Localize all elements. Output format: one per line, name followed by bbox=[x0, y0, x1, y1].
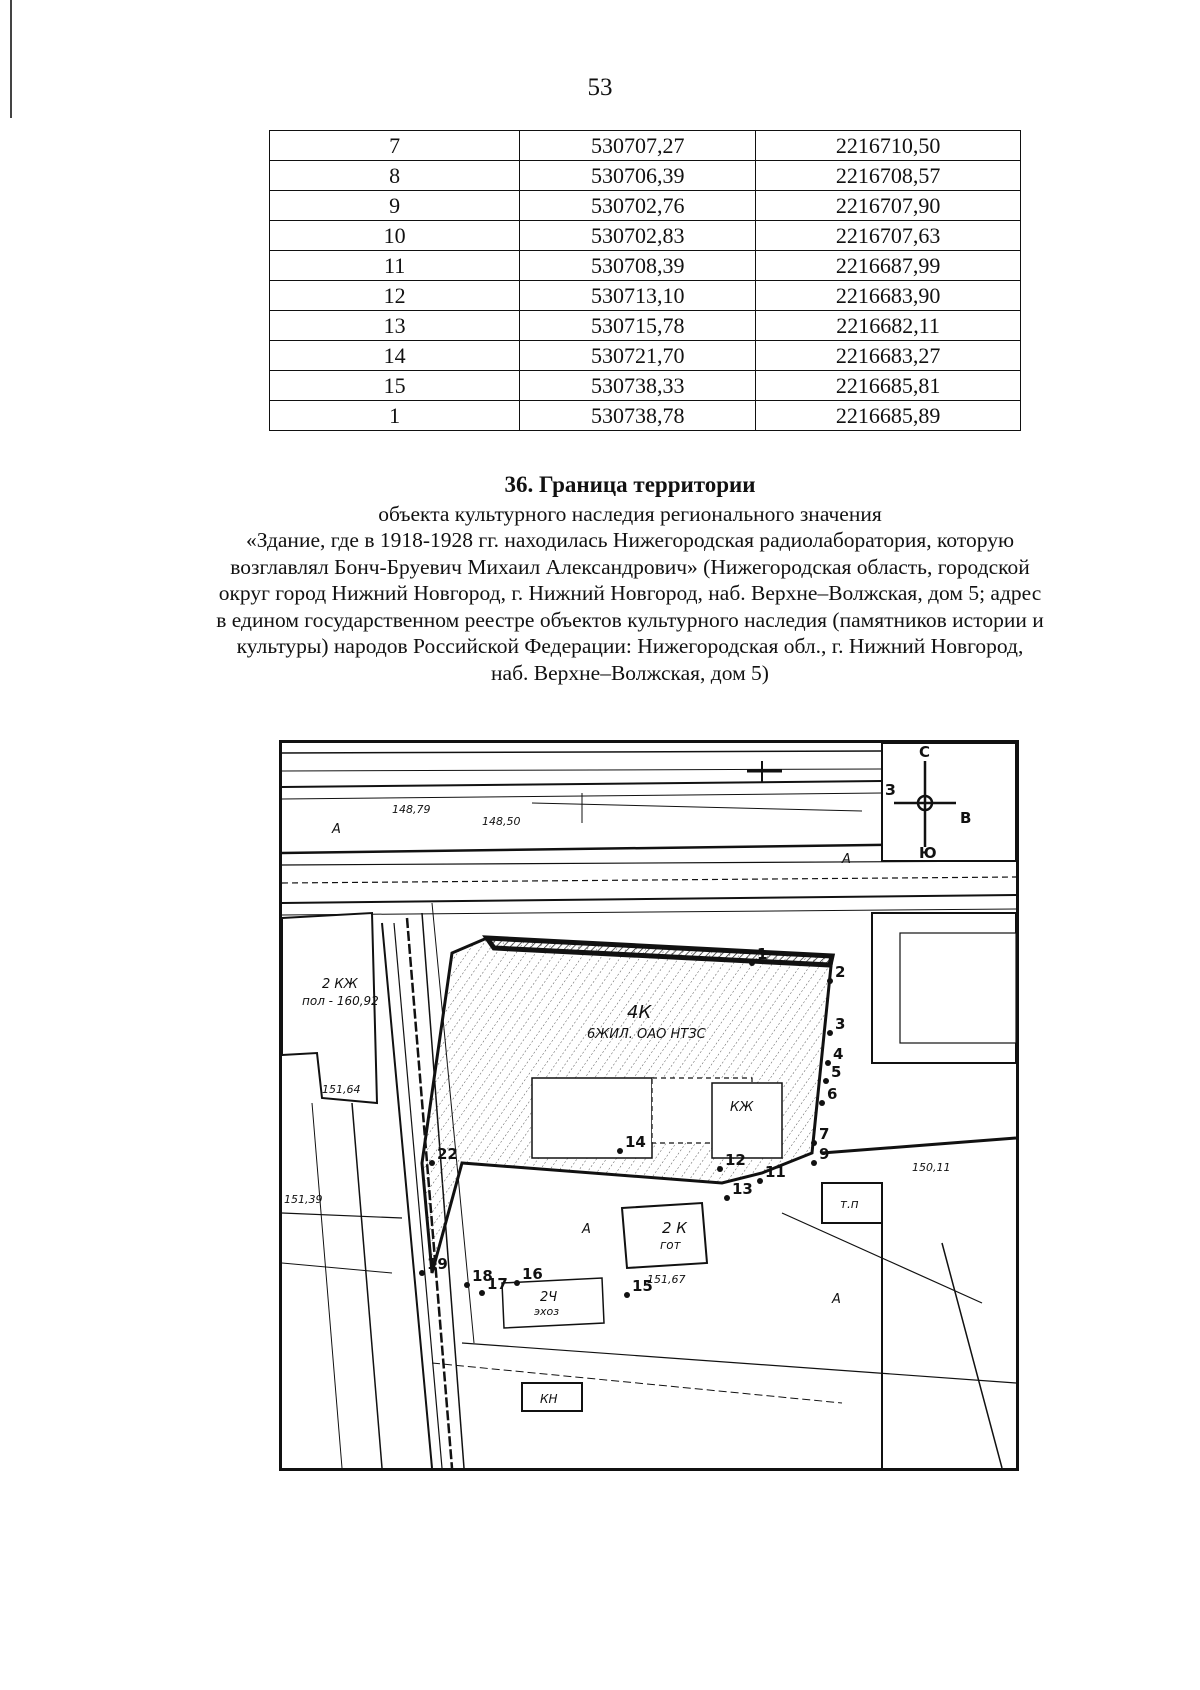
table-row bbox=[270, 221, 1021, 251]
boundary-point-marker bbox=[811, 1160, 817, 1166]
y-coordinate-cell: 2216687,99 bbox=[756, 251, 1021, 281]
table-row bbox=[270, 371, 1021, 401]
building-bottom-sub: гот bbox=[660, 1238, 681, 1252]
boundary-point-label: 15 bbox=[632, 1277, 653, 1295]
point-number-cell: 8 bbox=[270, 161, 520, 191]
point-number-cell: 14 bbox=[270, 341, 520, 371]
boundary-point-label: 16 bbox=[522, 1265, 543, 1283]
building-bottom-label: 2 К bbox=[662, 1219, 687, 1237]
building-main-sub: 6ЖИЛ. ОАО НТЗС bbox=[587, 1027, 706, 1042]
section-line: в едином государственном реестре объектов культурного наследия (памятников истории и bbox=[216, 607, 1044, 632]
y-coordinate-cell: 2216707,63 bbox=[756, 221, 1021, 251]
map-drawing bbox=[282, 743, 1016, 1468]
elevation-mark: 151,39 bbox=[284, 1193, 323, 1206]
boundary-point-label: 14 bbox=[625, 1133, 646, 1151]
x-coordinate-cell: 530706,39 bbox=[520, 161, 756, 191]
y-coordinate-cell: 2216682,11 bbox=[756, 311, 1021, 341]
x-coordinate-cell: 530738,78 bbox=[520, 401, 756, 431]
building-small-sub: эхоз bbox=[534, 1305, 560, 1318]
section-description bbox=[150, 472, 1110, 686]
compass-west: З bbox=[885, 781, 896, 799]
point-number-cell: 15 bbox=[270, 371, 520, 401]
boundary-point-marker bbox=[827, 978, 833, 984]
boundary-point-label: 11 bbox=[765, 1163, 786, 1181]
x-coordinate-cell: 530721,70 bbox=[520, 341, 756, 371]
boundary-point-marker bbox=[819, 1100, 825, 1106]
y-coordinate-cell: 2216708,57 bbox=[756, 161, 1021, 191]
boundary-point-label: 3 bbox=[835, 1015, 846, 1033]
boundary-point-marker bbox=[717, 1166, 723, 1172]
table-row bbox=[270, 281, 1021, 311]
point-number-cell: 1 bbox=[270, 401, 520, 431]
boundary-point-marker bbox=[479, 1290, 485, 1296]
x-coordinate-cell: 530715,78 bbox=[520, 311, 756, 341]
building-right-label: КЖ bbox=[730, 1100, 754, 1115]
table-row bbox=[270, 161, 1021, 191]
boundary-point-label: 6 bbox=[827, 1085, 838, 1103]
y-coordinate-cell: 2216683,27 bbox=[756, 341, 1021, 371]
section-line: культуры) народов Российской Федерации: Нижегородская обл., г. Нижний Новгород, bbox=[236, 634, 1024, 658]
compass-south: Ю bbox=[919, 844, 937, 862]
elevation-mark: 148,79 bbox=[392, 803, 431, 816]
boundary-point-marker bbox=[624, 1292, 630, 1298]
boundary-point-label: 19 bbox=[427, 1255, 448, 1273]
map-letter: А bbox=[832, 1292, 841, 1307]
section-line: «Здание, где в 1918-1928 гг. находилась Нижегородская радиолаборатория, которую bbox=[245, 528, 1015, 552]
compass-east: В bbox=[960, 809, 972, 827]
compass-rose bbox=[882, 743, 1016, 862]
elevation-mark: 150,11 bbox=[912, 1161, 951, 1174]
y-coordinate-cell: 2216683,90 bbox=[756, 281, 1021, 311]
point-number-cell: 13 bbox=[270, 311, 520, 341]
x-coordinate-cell: 530738,33 bbox=[520, 371, 756, 401]
table-row bbox=[270, 191, 1021, 221]
boundary-point-marker bbox=[617, 1148, 623, 1154]
point-number-cell: 12 bbox=[270, 281, 520, 311]
table-row bbox=[270, 251, 1021, 281]
point-number-cell: 10 bbox=[270, 221, 520, 251]
boundary-point-marker bbox=[757, 1178, 763, 1184]
compass-north: С bbox=[919, 743, 931, 761]
boundary-point-marker bbox=[514, 1280, 520, 1286]
right-structures bbox=[822, 913, 1016, 1468]
boundary-point-marker bbox=[429, 1160, 435, 1166]
boundary-point-label: 9 bbox=[819, 1145, 830, 1163]
boundary-point-marker bbox=[811, 1140, 817, 1146]
boundary-point-marker bbox=[419, 1270, 425, 1276]
boundary-point-label: 7 bbox=[819, 1125, 830, 1143]
elevation-mark: 151,67 bbox=[647, 1273, 686, 1286]
boundary-point-label: 5 bbox=[831, 1063, 842, 1081]
boundary-point-marker bbox=[464, 1282, 470, 1288]
x-coordinate-cell: 530708,39 bbox=[520, 251, 756, 281]
map-letter: А bbox=[582, 1222, 591, 1237]
table-row bbox=[270, 311, 1021, 341]
y-coordinate-cell: 2216685,89 bbox=[756, 401, 1021, 431]
bottom-buildings bbox=[432, 1203, 1016, 1468]
x-coordinate-cell: 530713,10 bbox=[520, 281, 756, 311]
building-small-label: 2Ч bbox=[540, 1290, 558, 1305]
boundary-point-label: 22 bbox=[437, 1145, 458, 1163]
boundary-point-marker bbox=[724, 1195, 730, 1201]
elevation-mark: 148,50 bbox=[482, 815, 521, 828]
boundary-point-marker bbox=[823, 1078, 829, 1084]
table-row bbox=[270, 401, 1021, 431]
building-left-label: 2 КЖ bbox=[322, 977, 358, 992]
map-letter: А bbox=[842, 852, 851, 867]
section-heading: 36. Граница территории bbox=[504, 472, 756, 497]
section-line: возглавлял Бонч-Бруевич Михаил Александрович» (Нижегородская область, городской bbox=[230, 554, 1030, 579]
boundary-point-label: 13 bbox=[732, 1180, 753, 1198]
table-row bbox=[270, 131, 1021, 161]
x-coordinate-cell: 530702,83 bbox=[520, 221, 756, 251]
map-letter: А bbox=[332, 822, 341, 837]
building-main-label: 4К bbox=[627, 1002, 652, 1023]
point-number-cell: 9 bbox=[270, 191, 520, 221]
boundary-point-marker bbox=[827, 1030, 833, 1036]
building-left bbox=[282, 913, 379, 1103]
cadastral-map bbox=[279, 740, 1019, 1471]
elevation-mark: 151,64 bbox=[322, 1083, 361, 1096]
building-tp-label: т.п bbox=[840, 1197, 859, 1211]
boundary-point-marker bbox=[749, 960, 755, 966]
point-number-cell: 11 bbox=[270, 251, 520, 281]
section-line: наб. Верхне–Волжская, дом 5) bbox=[491, 660, 769, 685]
boundary-point-label: 1 bbox=[757, 945, 768, 963]
x-coordinate-cell: 530702,76 bbox=[520, 191, 756, 221]
boundary-point-label: 12 bbox=[725, 1151, 746, 1169]
page-number: 53 bbox=[587, 74, 613, 101]
y-coordinate-cell: 2216710,50 bbox=[756, 131, 1021, 161]
boundary-point-label: 4 bbox=[833, 1045, 844, 1063]
y-coordinate-cell: 2216685,81 bbox=[756, 371, 1021, 401]
table-row bbox=[270, 341, 1021, 371]
section-line: объекта культурного наследия регионального значения bbox=[378, 501, 882, 526]
building-kn-label: КН bbox=[540, 1392, 558, 1406]
y-coordinate-cell: 2216707,90 bbox=[756, 191, 1021, 221]
boundary-point-label: 17 bbox=[487, 1275, 508, 1293]
section-line: округ город Нижний Новгород, г. Нижний Новгород, наб. Верхне–Волжская, дом 5; адрес bbox=[218, 581, 1042, 605]
building-left-mark: пол - 160,92 bbox=[302, 994, 379, 1008]
boundary-point-label: 2 bbox=[835, 963, 846, 981]
point-number-cell: 7 bbox=[270, 131, 520, 161]
boundary-point-label: 18 bbox=[472, 1267, 493, 1285]
x-coordinate-cell: 530707,27 bbox=[520, 131, 756, 161]
coordinates-table bbox=[269, 130, 1021, 431]
